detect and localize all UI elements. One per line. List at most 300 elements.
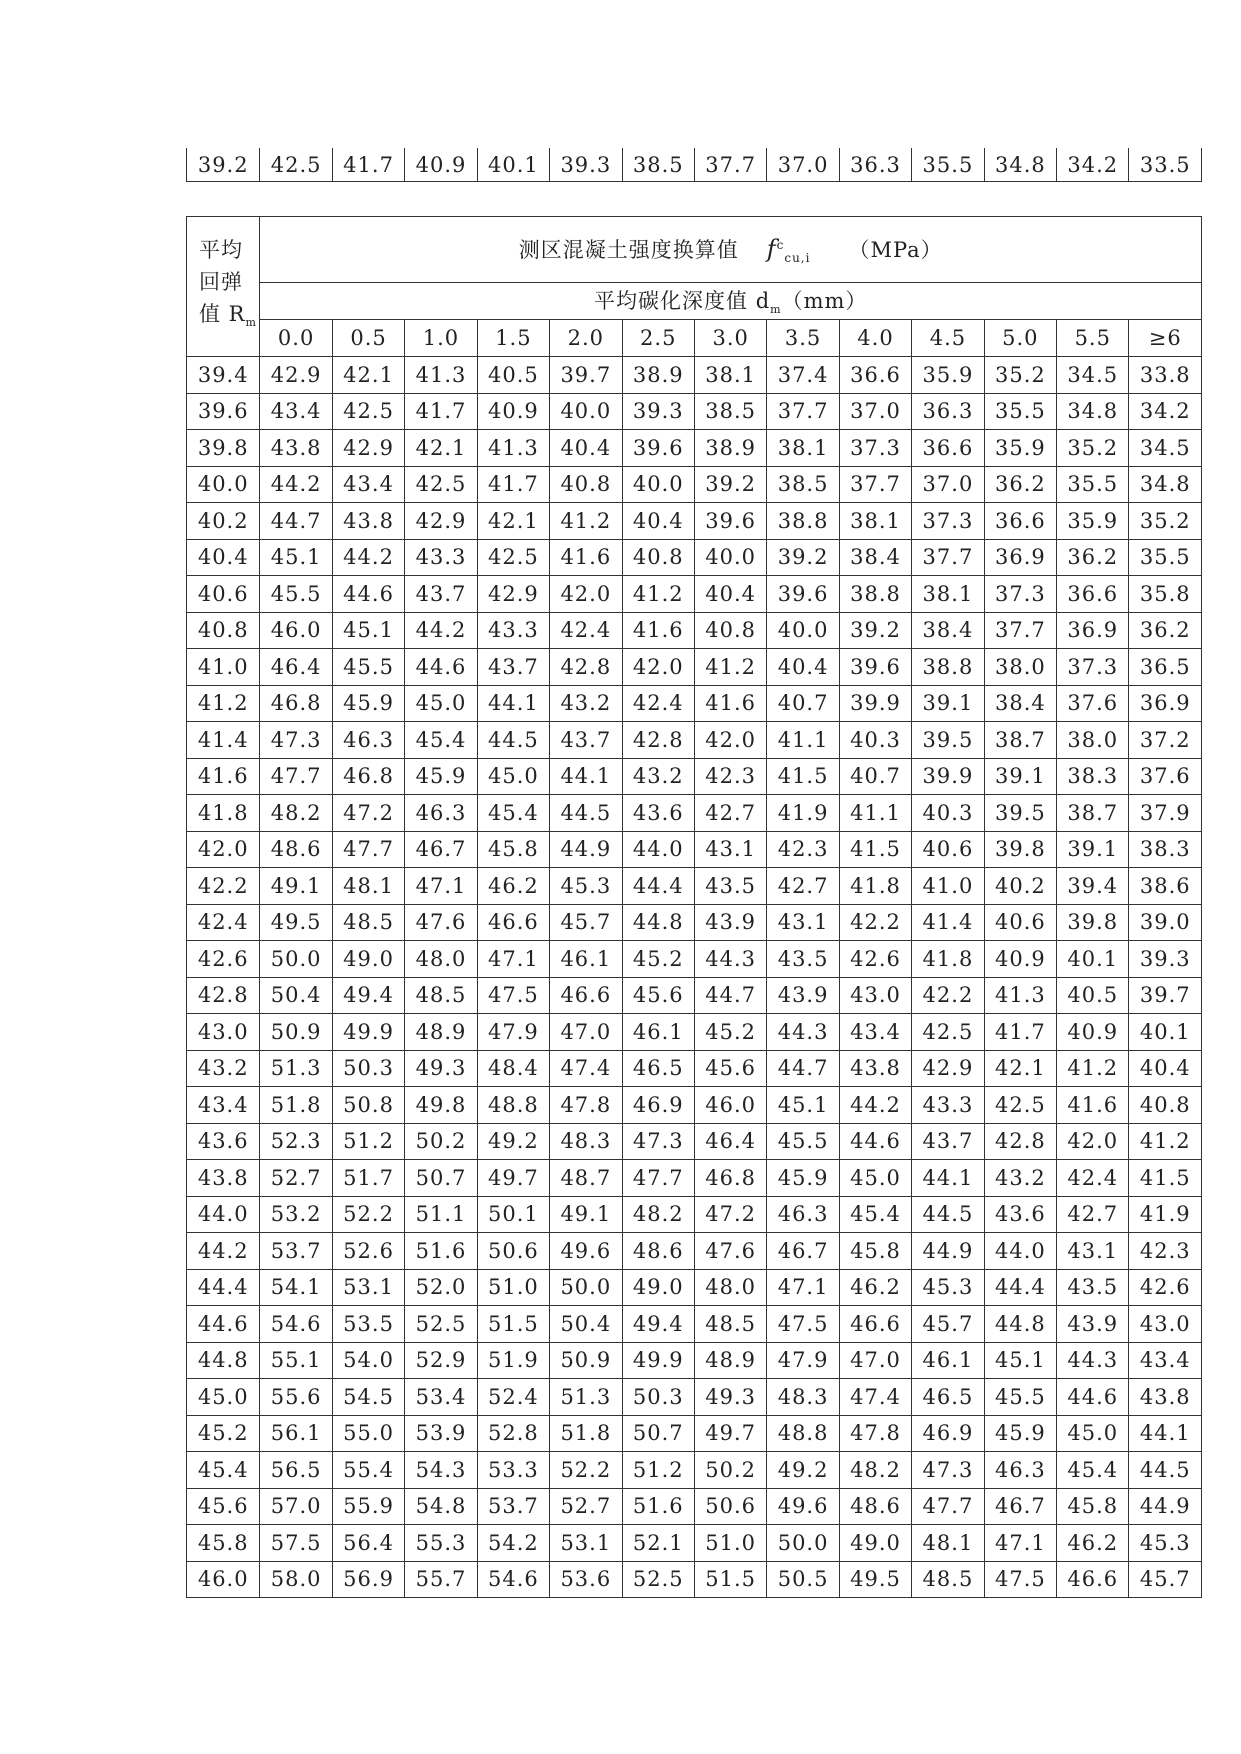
table-row: [187, 758, 1202, 795]
strength-value-cell: 51.7: [332, 1160, 404, 1197]
strength-value-cell: 41.8: [912, 941, 984, 978]
strength-value-cell: 53.1: [550, 1525, 622, 1562]
rm-subscript: m: [245, 316, 257, 330]
strength-value-cell: 41.9: [1129, 1196, 1202, 1233]
strength-value-cell: 37.3: [1057, 649, 1129, 686]
strength-value-cell: 52.5: [405, 1306, 477, 1343]
strength-value-cell: 37.3: [839, 430, 911, 467]
strength-value-cell: 34.5: [1057, 357, 1129, 394]
strength-value-cell: 41.5: [839, 831, 911, 868]
strength-value-cell: 35.2: [984, 357, 1056, 394]
strength-value-cell: 36.2: [1129, 612, 1202, 649]
strength-value-cell: 43.1: [767, 904, 839, 941]
strength-value-cell: 54.5: [332, 1379, 404, 1416]
strength-value-cell: 50.7: [622, 1415, 694, 1452]
title-text: 测区混凝土强度换算值: [518, 237, 739, 262]
strength-value-cell: 50.9: [260, 1014, 332, 1051]
strength-value-cell: 41.3: [477, 430, 549, 467]
strength-value-cell: 51.9: [477, 1342, 549, 1379]
strength-value-cell: 40.7: [767, 685, 839, 722]
strength-value-cell: 43.6: [622, 795, 694, 832]
strength-value-cell: 42.3: [1129, 1233, 1202, 1270]
strength-value-cell: 41.2: [550, 503, 622, 540]
table-row: [187, 1269, 1202, 1306]
strength-value-cell: 55.7: [405, 1561, 477, 1598]
strength-value-cell: 38.8: [767, 503, 839, 540]
rebound-value-cell: 44.2: [187, 1233, 260, 1270]
rebound-value-cell: 40.4: [187, 539, 260, 576]
strength-value-cell: 45.7: [550, 904, 622, 941]
strength-value-cell: 47.5: [477, 977, 549, 1014]
strength-value-cell: 45.7: [1129, 1561, 1202, 1598]
strength-value-cell: 44.1: [1129, 1415, 1202, 1452]
strength-value-cell: 46.1: [912, 1342, 984, 1379]
strength-value-cell: 41.1: [767, 722, 839, 759]
strength-value-cell: 45.4: [405, 722, 477, 759]
rebound-value-cell: 43.4: [187, 1087, 260, 1124]
strength-value-cell: 51.8: [550, 1415, 622, 1452]
table-row: [187, 1561, 1202, 1598]
strength-value-cell: 36.2: [1057, 539, 1129, 576]
strength-value-cell: 44.8: [984, 1306, 1056, 1343]
strength-value-cell: 49.0: [622, 1269, 694, 1306]
strength-value-cell: 46.5: [912, 1379, 984, 1416]
strength-value-cell: 37.7: [912, 539, 984, 576]
strength-value-cell: 40.0: [767, 612, 839, 649]
strength-value-cell: 40.5: [477, 357, 549, 394]
strength-value-cell: 38.5: [694, 393, 766, 430]
strength-value-cell: 46.1: [550, 941, 622, 978]
strength-value-cell: 38.9: [694, 430, 766, 467]
cell: 36.3: [839, 148, 911, 182]
depth-header: 4.5: [912, 320, 984, 357]
table-row: [187, 1087, 1202, 1124]
strength-value-cell: 42.5: [912, 1014, 984, 1051]
strength-value-cell: 44.2: [260, 466, 332, 503]
strength-value-cell: 42.0: [694, 722, 766, 759]
strength-value-cell: 45.2: [622, 941, 694, 978]
table-row: [187, 868, 1202, 905]
strength-value-cell: 40.4: [767, 649, 839, 686]
strength-value-cell: 41.4: [912, 904, 984, 941]
strength-value-cell: 38.7: [1057, 795, 1129, 832]
strength-value-cell: 37.6: [1057, 685, 1129, 722]
strength-value-cell: 35.9: [912, 357, 984, 394]
strength-value-cell: 46.6: [477, 904, 549, 941]
strength-value-cell: 42.4: [550, 612, 622, 649]
strength-value-cell: 46.3: [984, 1452, 1056, 1489]
table-row: [187, 1342, 1202, 1379]
strength-value-cell: 43.1: [694, 831, 766, 868]
strength-value-cell: 40.8: [622, 539, 694, 576]
strength-value-cell: 44.9: [912, 1233, 984, 1270]
strength-value-cell: 36.3: [912, 393, 984, 430]
strength-value-cell: 34.5: [1129, 430, 1202, 467]
strength-value-cell: 46.8: [260, 685, 332, 722]
strength-value-cell: 36.9: [984, 539, 1056, 576]
strength-value-cell: 49.9: [332, 1014, 404, 1051]
strength-value-cell: 52.7: [260, 1160, 332, 1197]
strength-value-cell: 37.7: [767, 393, 839, 430]
strength-value-cell: 39.3: [1129, 941, 1202, 978]
strength-value-cell: 43.8: [260, 430, 332, 467]
strength-value-cell: 46.0: [260, 612, 332, 649]
strength-value-cell: 49.1: [260, 868, 332, 905]
strength-value-cell: 40.4: [622, 503, 694, 540]
strength-value-cell: 35.9: [984, 430, 1056, 467]
strength-value-cell: 43.8: [1129, 1379, 1202, 1416]
strength-value-cell: 48.9: [694, 1342, 766, 1379]
strength-value-cell: 50.8: [332, 1087, 404, 1124]
strength-value-cell: 42.3: [767, 831, 839, 868]
strength-value-cell: 44.0: [984, 1233, 1056, 1270]
rebound-value-cell: 42.0: [187, 831, 260, 868]
strength-value-cell: 47.7: [332, 831, 404, 868]
continued-row-table: [186, 148, 1202, 182]
strength-value-cell: 48.6: [622, 1233, 694, 1270]
rebound-value-cell: 45.8: [187, 1525, 260, 1562]
strength-value-cell: 42.9: [912, 1050, 984, 1087]
strength-value-cell: 55.4: [332, 1452, 404, 1489]
rebound-value-cell: 41.2: [187, 685, 260, 722]
strength-value-cell: 51.5: [477, 1306, 549, 1343]
strength-value-cell: 43.7: [405, 576, 477, 613]
cell: 35.5: [912, 148, 984, 182]
strength-value-cell: 46.1: [622, 1014, 694, 1051]
strength-value-cell: 45.5: [260, 576, 332, 613]
strength-value-cell: 43.5: [1057, 1269, 1129, 1306]
strength-value-cell: 57.0: [260, 1488, 332, 1525]
strength-value-cell: 38.3: [1057, 758, 1129, 795]
strength-value-cell: 51.6: [622, 1488, 694, 1525]
strength-value-cell: 48.5: [912, 1561, 984, 1598]
strength-value-cell: 46.8: [332, 758, 404, 795]
strength-value-cell: 44.6: [1057, 1379, 1129, 1416]
strength-value-cell: 40.9: [984, 941, 1056, 978]
cell: 40.9: [405, 148, 477, 182]
strength-value-cell: 55.9: [332, 1488, 404, 1525]
strength-value-cell: 42.6: [839, 941, 911, 978]
strength-value-cell: 44.3: [694, 941, 766, 978]
strength-value-cell: 42.5: [405, 466, 477, 503]
strength-value-cell: 36.6: [1057, 576, 1129, 613]
strength-value-cell: 39.9: [912, 758, 984, 795]
strength-value-cell: 52.4: [477, 1379, 549, 1416]
strength-value-cell: 52.2: [332, 1196, 404, 1233]
rebound-value-cell: 42.8: [187, 977, 260, 1014]
strength-value-cell: 50.0: [550, 1269, 622, 1306]
strength-value-cell: 42.8: [984, 1123, 1056, 1160]
strength-value-cell: 43.0: [1129, 1306, 1202, 1343]
rebound-value-cell: 42.2: [187, 868, 260, 905]
strength-value-cell: 39.7: [550, 357, 622, 394]
strength-value-cell: 42.1: [984, 1050, 1056, 1087]
strength-value-cell: 50.4: [260, 977, 332, 1014]
strength-value-cell: 48.7: [550, 1160, 622, 1197]
rm-line2: 回弹: [199, 269, 243, 294]
strength-value-cell: 45.0: [839, 1160, 911, 1197]
strength-value-cell: 42.5: [984, 1087, 1056, 1124]
strength-value-cell: 48.8: [477, 1087, 549, 1124]
continued-row: [187, 148, 1202, 182]
rebound-value-cell: 41.0: [187, 649, 260, 686]
strength-value-cell: 41.7: [477, 466, 549, 503]
table-row: [187, 831, 1202, 868]
strength-value-cell: 43.4: [332, 466, 404, 503]
strength-value-cell: 52.3: [260, 1123, 332, 1160]
strength-value-cell: 47.1: [984, 1525, 1056, 1562]
strength-value-cell: 43.5: [767, 941, 839, 978]
strength-value-cell: 38.9: [622, 357, 694, 394]
strength-value-cell: 43.9: [694, 904, 766, 941]
strength-value-cell: 39.1: [984, 758, 1056, 795]
strength-value-cell: 51.0: [694, 1525, 766, 1562]
strength-value-cell: 41.5: [1129, 1160, 1202, 1197]
strength-value-cell: 44.4: [622, 868, 694, 905]
cell: 42.5: [260, 148, 332, 182]
strength-value-cell: 47.0: [839, 1342, 911, 1379]
strength-value-cell: 37.2: [1129, 722, 1202, 759]
rebound-value-cell: 39.8: [187, 430, 260, 467]
strength-value-cell: 46.9: [622, 1087, 694, 1124]
strength-value-cell: 57.5: [260, 1525, 332, 1562]
depth-header: 2.5: [622, 320, 694, 357]
strength-value-cell: 46.9: [912, 1415, 984, 1452]
table-row: [187, 1306, 1202, 1343]
strength-value-cell: 48.4: [477, 1050, 549, 1087]
table-row: [187, 722, 1202, 759]
strength-value-cell: 58.0: [260, 1561, 332, 1598]
strength-value-cell: 46.3: [767, 1196, 839, 1233]
strength-value-cell: 50.0: [260, 941, 332, 978]
strength-value-cell: 40.9: [1057, 1014, 1129, 1051]
strength-value-cell: 50.7: [405, 1160, 477, 1197]
strength-value-cell: 40.4: [1129, 1050, 1202, 1087]
strength-value-cell: 45.5: [984, 1379, 1056, 1416]
strength-value-cell: 35.5: [1057, 466, 1129, 503]
strength-value-cell: 53.6: [550, 1561, 622, 1598]
strength-value-cell: 47.4: [839, 1379, 911, 1416]
strength-value-cell: 43.4: [1129, 1342, 1202, 1379]
table-row: [187, 1123, 1202, 1160]
strength-value-cell: 44.7: [694, 977, 766, 1014]
table-row: [187, 795, 1202, 832]
cell: 41.7: [332, 148, 404, 182]
strength-value-cell: 43.2: [622, 758, 694, 795]
strength-value-cell: 54.6: [477, 1561, 549, 1598]
strength-value-cell: 49.7: [694, 1415, 766, 1452]
strength-value-cell: 40.8: [550, 466, 622, 503]
rebound-value-cell: 44.8: [187, 1342, 260, 1379]
strength-value-cell: 48.0: [694, 1269, 766, 1306]
strength-value-cell: 42.4: [1057, 1160, 1129, 1197]
strength-value-cell: 42.9: [477, 576, 549, 613]
strength-value-cell: 35.2: [1129, 503, 1202, 540]
strength-value-cell: 45.1: [767, 1087, 839, 1124]
strength-value-cell: 49.2: [477, 1123, 549, 1160]
strength-value-cell: 50.4: [550, 1306, 622, 1343]
strength-value-cell: 46.6: [839, 1306, 911, 1343]
strength-value-cell: 42.9: [332, 430, 404, 467]
strength-value-cell: 51.8: [260, 1087, 332, 1124]
rebound-value-cell: 44.6: [187, 1306, 260, 1343]
strength-value-cell: 48.1: [912, 1525, 984, 1562]
strength-value-cell: 38.6: [1129, 868, 1202, 905]
strength-value-cell: 54.1: [260, 1269, 332, 1306]
strength-value-cell: 49.4: [622, 1306, 694, 1343]
strength-value-cell: 44.5: [1129, 1452, 1202, 1489]
strength-value-cell: 47.1: [405, 868, 477, 905]
strength-value-cell: 42.5: [477, 539, 549, 576]
strength-value-cell: 38.0: [1057, 722, 1129, 759]
strength-value-cell: 40.0: [694, 539, 766, 576]
rebound-value-cell: 40.6: [187, 576, 260, 613]
strength-value-cell: 45.9: [332, 685, 404, 722]
table-row: [187, 1415, 1202, 1452]
table-row: [187, 904, 1202, 941]
strength-value-cell: 38.4: [984, 685, 1056, 722]
depth-header: 0.5: [332, 320, 404, 357]
strength-value-cell: 44.3: [767, 1014, 839, 1051]
rm-line1: 平均: [199, 237, 243, 262]
subtitle-subscript: m: [770, 303, 782, 317]
strength-value-cell: 41.2: [694, 649, 766, 686]
table-row: [187, 1379, 1202, 1416]
strength-value-cell: 51.3: [550, 1379, 622, 1416]
rebound-value-cell: 41.8: [187, 795, 260, 832]
strength-value-cell: 41.5: [767, 758, 839, 795]
strength-value-cell: 49.7: [477, 1160, 549, 1197]
strength-value-cell: 45.0: [405, 685, 477, 722]
strength-value-cell: 46.4: [694, 1123, 766, 1160]
strength-value-cell: 49.3: [405, 1050, 477, 1087]
strength-value-cell: 41.0: [912, 868, 984, 905]
strength-value-cell: 41.6: [694, 685, 766, 722]
strength-value-cell: 44.2: [332, 539, 404, 576]
strength-value-cell: 37.0: [839, 393, 911, 430]
depth-subtitle: [260, 283, 1202, 320]
strength-value-cell: 51.6: [405, 1233, 477, 1270]
strength-value-cell: 43.2: [550, 685, 622, 722]
strength-value-cell: 43.7: [912, 1123, 984, 1160]
strength-value-cell: 48.9: [405, 1014, 477, 1051]
strength-value-cell: 46.2: [477, 868, 549, 905]
strength-value-cell: 39.8: [1057, 904, 1129, 941]
strength-value-cell: 44.7: [260, 503, 332, 540]
strength-value-cell: 50.2: [694, 1452, 766, 1489]
strength-value-cell: 40.0: [622, 466, 694, 503]
strength-value-cell: 51.2: [622, 1452, 694, 1489]
strength-value-cell: 49.5: [839, 1561, 911, 1598]
strength-value-cell: 39.4: [1057, 868, 1129, 905]
strength-value-cell: 45.5: [332, 649, 404, 686]
strength-value-cell: 45.6: [694, 1050, 766, 1087]
strength-value-cell: 34.2: [1129, 393, 1202, 430]
strength-value-cell: 48.2: [622, 1196, 694, 1233]
strength-value-cell: 35.8: [1129, 576, 1202, 613]
strength-value-cell: 44.2: [839, 1087, 911, 1124]
title-unit: （MPa）: [848, 237, 943, 262]
strength-value-cell: 48.3: [550, 1123, 622, 1160]
strength-value-cell: 42.1: [477, 503, 549, 540]
strength-value-cell: 54.6: [260, 1306, 332, 1343]
strength-value-cell: 42.7: [1057, 1196, 1129, 1233]
rebound-value-cell: 43.6: [187, 1123, 260, 1160]
cell: 39.2: [187, 148, 260, 182]
strength-value-cell: 48.1: [332, 868, 404, 905]
strength-value-cell: 50.6: [694, 1488, 766, 1525]
strength-value-cell: 39.9: [839, 685, 911, 722]
table-row: [187, 685, 1202, 722]
rebound-value-cell: 40.0: [187, 466, 260, 503]
rebound-value-cell: 45.6: [187, 1488, 260, 1525]
strength-value-cell: 48.2: [260, 795, 332, 832]
depth-header: 0.0: [260, 320, 332, 357]
strength-value-cell: 42.7: [694, 795, 766, 832]
strength-value-cell: 50.5: [767, 1561, 839, 1598]
strength-value-cell: 43.3: [405, 539, 477, 576]
strength-value-cell: 49.4: [332, 977, 404, 1014]
strength-value-cell: 42.0: [622, 649, 694, 686]
strength-value-cell: 45.7: [912, 1306, 984, 1343]
strength-value-cell: 33.8: [1129, 357, 1202, 394]
table-row: [187, 612, 1202, 649]
strength-value-cell: 47.4: [550, 1050, 622, 1087]
strength-value-cell: 51.2: [332, 1123, 404, 1160]
strength-value-cell: 50.9: [550, 1342, 622, 1379]
strength-value-cell: 46.2: [839, 1269, 911, 1306]
strength-value-cell: 53.4: [405, 1379, 477, 1416]
strength-value-cell: 40.0: [550, 393, 622, 430]
strength-value-cell: 48.6: [839, 1488, 911, 1525]
strength-value-cell: 48.5: [332, 904, 404, 941]
strength-value-cell: 44.5: [477, 722, 549, 759]
table-row: [187, 1233, 1202, 1270]
strength-value-cell: 50.3: [332, 1050, 404, 1087]
table-row: [187, 1160, 1202, 1197]
strength-value-cell: 44.1: [550, 758, 622, 795]
strength-value-cell: 48.6: [260, 831, 332, 868]
depth-header: 3.5: [767, 320, 839, 357]
strength-value-cell: 56.9: [332, 1561, 404, 1598]
strength-value-cell: 39.2: [767, 539, 839, 576]
strength-value-cell: 40.5: [1057, 977, 1129, 1014]
strength-value-cell: 55.3: [405, 1525, 477, 1562]
strength-value-cell: 48.5: [405, 977, 477, 1014]
strength-value-cell: 45.8: [1057, 1488, 1129, 1525]
rm-line3: 值 R: [199, 301, 246, 326]
strength-value-cell: 51.3: [260, 1050, 332, 1087]
table-body: [187, 357, 1202, 1598]
strength-value-cell: 41.2: [1057, 1050, 1129, 1087]
strength-value-cell: 38.4: [839, 539, 911, 576]
rebound-value-cell: 43.2: [187, 1050, 260, 1087]
strength-value-cell: 42.9: [260, 357, 332, 394]
strength-value-cell: 52.9: [405, 1342, 477, 1379]
strength-value-cell: 39.6: [767, 576, 839, 613]
strength-value-cell: 42.0: [550, 576, 622, 613]
strength-value-cell: 50.2: [405, 1123, 477, 1160]
strength-value-cell: 45.4: [477, 795, 549, 832]
strength-value-cell: 45.3: [912, 1269, 984, 1306]
rebound-value-cell: 46.0: [187, 1561, 260, 1598]
title-symbol: f: [766, 234, 777, 263]
depth-header: ≥6: [1129, 320, 1202, 357]
rebound-value-cell: 45.2: [187, 1415, 260, 1452]
strength-value-cell: 43.0: [839, 977, 911, 1014]
strength-value-cell: 49.0: [839, 1525, 911, 1562]
strength-value-cell: 43.3: [477, 612, 549, 649]
